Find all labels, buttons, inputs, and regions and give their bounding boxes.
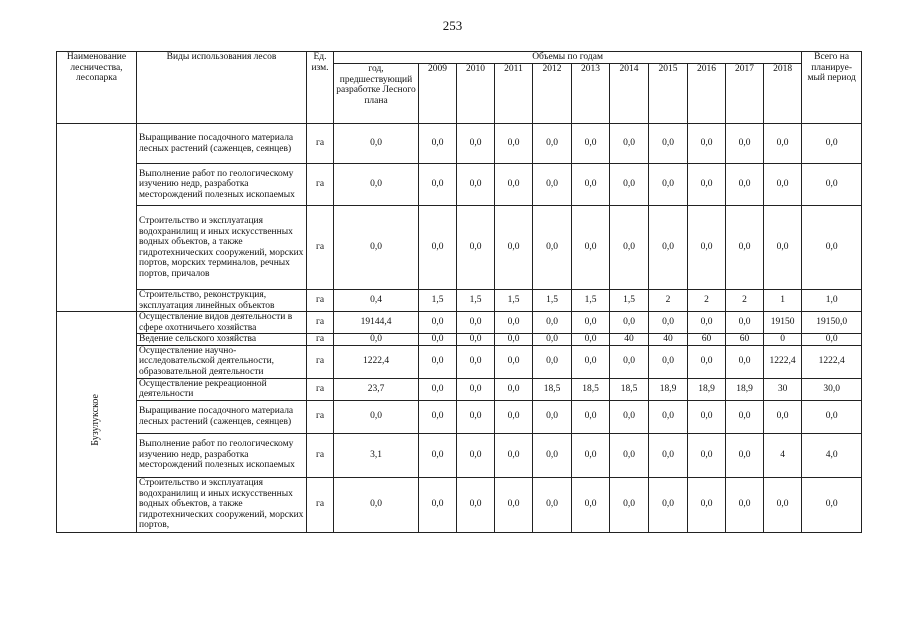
year-value: 0,0 (649, 312, 688, 334)
header-year: 2010 (457, 64, 495, 124)
year-value: 0,0 (533, 206, 572, 290)
year-value: 0,0 (572, 124, 610, 164)
prev-year-value: 0,0 (334, 164, 419, 206)
header-use-type: Виды использования лесов (137, 52, 307, 124)
year-value: 4 (764, 433, 802, 477)
year-value: 0,0 (419, 334, 457, 346)
use-type-cell: Строительство и эксплуатация водохранилищ и иных искусственных водных объектов, а также гидротехнических сооружений, морских портов, (137, 477, 307, 532)
year-value: 0,0 (419, 206, 457, 290)
unit-cell: га (307, 312, 334, 334)
header-forestry: Наименование лесничества, лесопарка (57, 52, 137, 124)
use-type-cell: Осуществление рекреационной деятельности (137, 378, 307, 400)
header-year: 2016 (688, 64, 726, 124)
year-value: 0,0 (688, 477, 726, 532)
year-value: 0,0 (726, 312, 764, 334)
total-value: 0,0 (802, 334, 862, 346)
year-value: 0,0 (610, 164, 649, 206)
year-value: 0,0 (726, 206, 764, 290)
year-value: 2 (688, 290, 726, 312)
year-value: 1,5 (610, 290, 649, 312)
header-year: 2015 (649, 64, 688, 124)
year-value: 0,0 (419, 164, 457, 206)
use-type-cell: Осуществление научно-исследовательской деятельности, образовательной деятельности (137, 345, 307, 378)
unit-cell: га (307, 400, 334, 433)
year-value: 0,0 (457, 206, 495, 290)
unit-cell: га (307, 164, 334, 206)
year-value: 0,0 (726, 400, 764, 433)
year-value: 0,0 (649, 164, 688, 206)
year-value: 0,0 (533, 400, 572, 433)
table-row (57, 290, 862, 312)
header-year: 2018 (764, 64, 802, 124)
forestry-name-cell (57, 312, 137, 533)
year-value: 0,0 (688, 124, 726, 164)
unit-cell: га (307, 206, 334, 290)
year-value: 0,0 (649, 206, 688, 290)
year-value: 1,5 (533, 290, 572, 312)
year-value: 0,0 (610, 433, 649, 477)
header-year: 2014 (610, 64, 649, 124)
year-value: 0,0 (457, 124, 495, 164)
header-year: 2011 (495, 64, 533, 124)
unit-cell: га (307, 334, 334, 346)
unit-cell: га (307, 477, 334, 532)
year-value: 0,0 (610, 345, 649, 378)
year-value: 0,0 (764, 206, 802, 290)
prev-year-value: 19144,4 (334, 312, 419, 334)
total-value: 0,0 (802, 124, 862, 164)
unit-cell: га (307, 124, 334, 164)
year-value: 18,5 (533, 378, 572, 400)
year-value: 18,9 (649, 378, 688, 400)
total-value: 30,0 (802, 378, 862, 400)
forestry-name: Бузулукское (90, 394, 102, 446)
year-value: 0,0 (726, 164, 764, 206)
year-value: 1,5 (419, 290, 457, 312)
year-value: 0,0 (610, 477, 649, 532)
year-value: 1,5 (495, 290, 533, 312)
year-value: 40 (610, 334, 649, 346)
year-value: 0,0 (610, 124, 649, 164)
year-value: 0,0 (572, 433, 610, 477)
year-value: 0,0 (572, 345, 610, 378)
year-value: 0,0 (688, 345, 726, 378)
year-value: 0,0 (495, 124, 533, 164)
year-value: 2 (726, 290, 764, 312)
year-value: 0,0 (572, 400, 610, 433)
total-value: 1222,4 (802, 345, 862, 378)
year-value: 0,0 (610, 312, 649, 334)
unit-cell: га (307, 290, 334, 312)
year-value: 0,0 (726, 433, 764, 477)
year-value: 0,0 (688, 400, 726, 433)
prev-year-value: 0,0 (334, 400, 419, 433)
total-value: 19150,0 (802, 312, 862, 334)
use-type-cell: Выполнение работ по геологическому изучению недр, разработка месторождений полезных ископаемых (137, 433, 307, 477)
forestry-name-cell (57, 124, 137, 312)
year-value: 0,0 (533, 334, 572, 346)
year-value: 0,0 (649, 345, 688, 378)
year-value: 0,0 (457, 312, 495, 334)
year-value: 0,0 (495, 378, 533, 400)
table-row (57, 378, 862, 400)
year-value: 0,0 (649, 400, 688, 433)
total-value: 0,0 (802, 400, 862, 433)
prev-year-value: 0,0 (334, 124, 419, 164)
prev-year-value: 3,1 (334, 433, 419, 477)
year-value: 1 (764, 290, 802, 312)
year-value: 0,0 (419, 124, 457, 164)
year-value: 18,5 (572, 378, 610, 400)
prev-year-value: 0,0 (334, 334, 419, 346)
table-row (57, 206, 862, 290)
year-value: 0,0 (726, 477, 764, 532)
year-value: 0,0 (457, 477, 495, 532)
year-value: 18,9 (726, 378, 764, 400)
use-type-cell: Выполнение работ по геологическому изучению недр, разработка месторождений полезных ископаемых (137, 164, 307, 206)
year-value: 0,0 (533, 124, 572, 164)
table-row (57, 334, 862, 346)
year-value: 0,0 (688, 164, 726, 206)
year-value: 0,0 (495, 433, 533, 477)
year-value: 0,0 (610, 206, 649, 290)
year-value: 40 (649, 334, 688, 346)
year-value: 0,0 (495, 400, 533, 433)
total-value: 0,0 (802, 164, 862, 206)
table-row (57, 312, 862, 334)
header-total: Всего на планируе-мый период (802, 52, 862, 124)
year-value: 0,0 (495, 312, 533, 334)
header-year: 2012 (533, 64, 572, 124)
table-row (57, 124, 862, 164)
year-value: 0,0 (764, 124, 802, 164)
total-value: 4,0 (802, 433, 862, 477)
year-value: 0,0 (457, 345, 495, 378)
forest-use-table (56, 51, 862, 533)
year-value: 18,9 (688, 378, 726, 400)
year-value: 0,0 (495, 334, 533, 346)
use-type-cell: Выращивание посадочного материала лесных растений (саженцев, сеянцев) (137, 124, 307, 164)
year-value: 0,0 (419, 312, 457, 334)
header-prev-year: год, предшествующий разработке Лесного плана (334, 64, 419, 124)
total-value: 0,0 (802, 206, 862, 290)
table-row (57, 345, 862, 378)
table-row (57, 433, 862, 477)
table-row (57, 477, 862, 532)
prev-year-value: 0,4 (334, 290, 419, 312)
year-value: 2 (649, 290, 688, 312)
year-value: 0,0 (419, 345, 457, 378)
year-value: 0,0 (533, 477, 572, 532)
prev-year-value: 23,7 (334, 378, 419, 400)
use-type-cell: Ведение сельского хозяйства (137, 334, 307, 346)
prev-year-value: 1222,4 (334, 345, 419, 378)
year-value: 0,0 (726, 124, 764, 164)
table-row (57, 400, 862, 433)
year-value: 0,0 (688, 433, 726, 477)
year-value: 18,5 (610, 378, 649, 400)
year-value: 0,0 (457, 400, 495, 433)
year-value: 0,0 (419, 378, 457, 400)
header-year: 2013 (572, 64, 610, 124)
year-value: 0,0 (495, 477, 533, 532)
year-value: 0,0 (533, 433, 572, 477)
header-unit: Ед. изм. (307, 52, 334, 124)
year-value: 0,0 (533, 312, 572, 334)
year-value: 0,0 (726, 345, 764, 378)
unit-cell: га (307, 378, 334, 400)
total-value: 1,0 (802, 290, 862, 312)
use-type-cell: Осуществление видов деятельности в сфере охотничьего хозяйства (137, 312, 307, 334)
year-value: 0,0 (572, 477, 610, 532)
use-type-cell: Выращивание посадочного материала лесных растений (саженцев, сеянцев) (137, 400, 307, 433)
year-value: 30 (764, 378, 802, 400)
year-value: 60 (726, 334, 764, 346)
year-value: 1222,4 (764, 345, 802, 378)
prev-year-value: 0,0 (334, 477, 419, 532)
year-value: 0 (764, 334, 802, 346)
year-value: 0,0 (457, 334, 495, 346)
page-number: 253 (442, 18, 463, 33)
year-value: 0,0 (572, 334, 610, 346)
unit-cell: га (307, 433, 334, 477)
unit-cell: га (307, 345, 334, 378)
header-year: 2009 (419, 64, 457, 124)
year-value: 0,0 (533, 345, 572, 378)
table-row (57, 164, 862, 206)
year-value: 0,0 (495, 345, 533, 378)
year-value: 1,5 (457, 290, 495, 312)
year-value: 0,0 (572, 206, 610, 290)
year-value: 0,0 (572, 312, 610, 334)
year-value: 1,5 (572, 290, 610, 312)
year-value: 0,0 (495, 164, 533, 206)
year-value: 19150 (764, 312, 802, 334)
year-value: 0,0 (457, 164, 495, 206)
year-value: 0,0 (419, 433, 457, 477)
use-type-cell: Строительство, реконструкция, эксплуатация линейных объектов (137, 290, 307, 312)
use-type-cell: Строительство и эксплуатация водохранилищ и иных искусственных водных объектов, а также гидротехнических сооружений, морских портов, морских терминалов, речных портов, причалов (137, 206, 307, 290)
year-value: 0,0 (688, 206, 726, 290)
year-value: 0,0 (533, 164, 572, 206)
year-value: 0,0 (419, 400, 457, 433)
year-value: 0,0 (419, 477, 457, 532)
year-value: 0,0 (572, 164, 610, 206)
year-value: 0,0 (649, 433, 688, 477)
year-value: 0,0 (688, 312, 726, 334)
year-value: 0,0 (649, 124, 688, 164)
year-value: 60 (688, 334, 726, 346)
header-volumes: Объемы по годам (334, 52, 802, 64)
year-value: 0,0 (457, 433, 495, 477)
year-value: 0,0 (610, 400, 649, 433)
prev-year-value: 0,0 (334, 206, 419, 290)
year-value: 0,0 (649, 477, 688, 532)
year-value: 0,0 (457, 378, 495, 400)
year-value: 0,0 (764, 164, 802, 206)
year-value: 0,0 (764, 477, 802, 532)
total-value: 0,0 (802, 477, 862, 532)
header-year: 2017 (726, 64, 764, 124)
year-value: 0,0 (764, 400, 802, 433)
year-value: 0,0 (495, 206, 533, 290)
